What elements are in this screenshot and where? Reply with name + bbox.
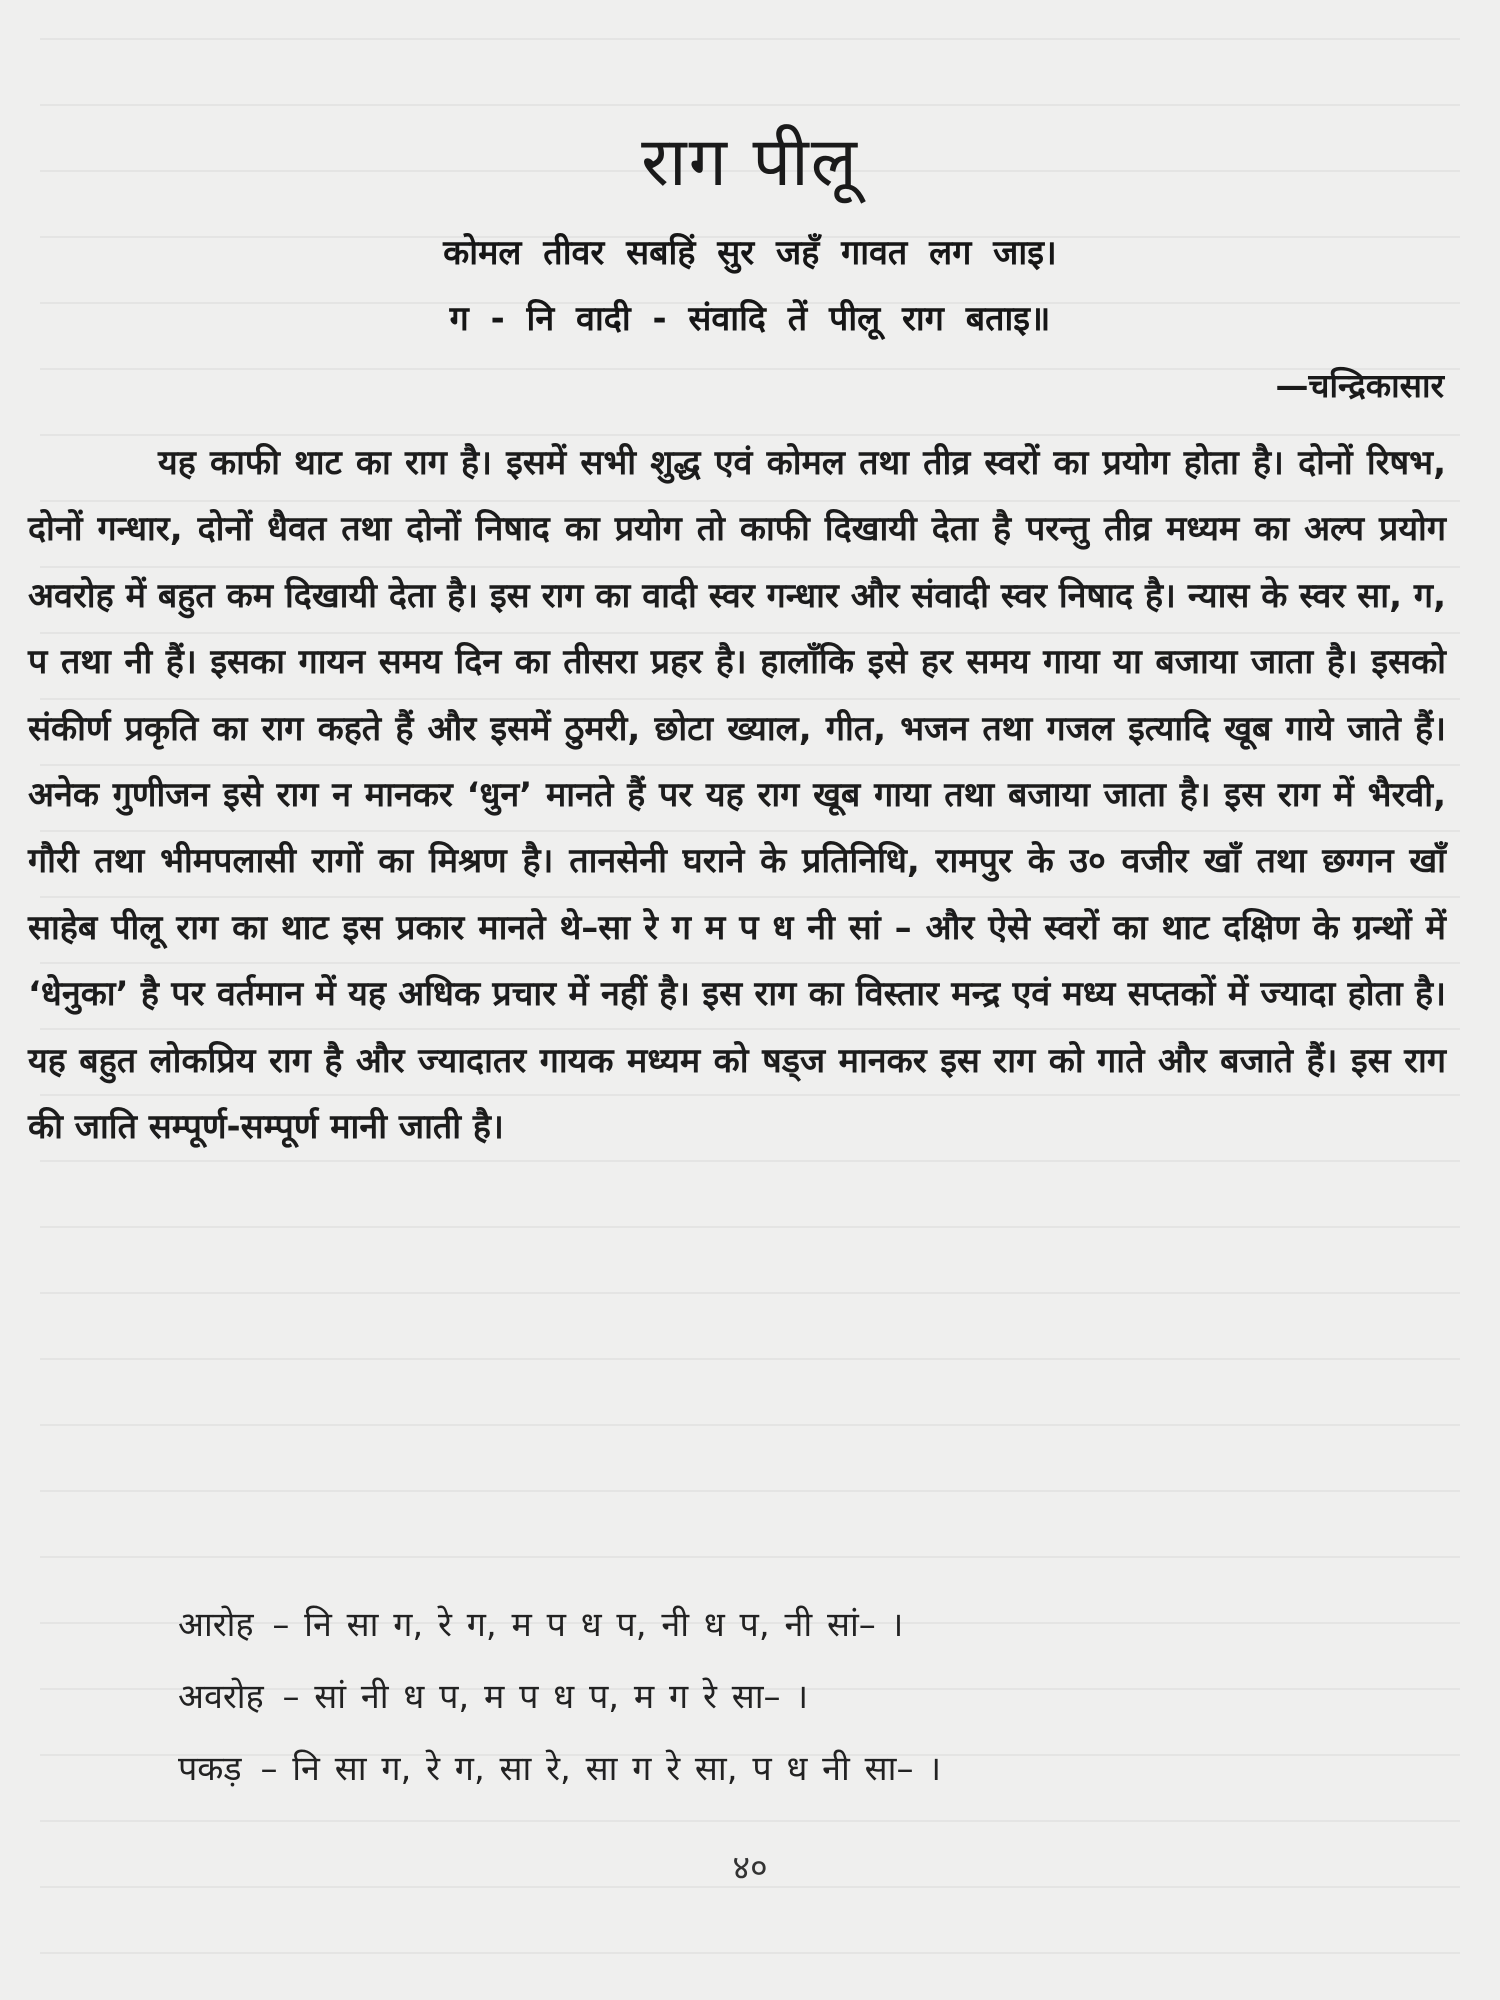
aaroh-notes: – नि सा ग, रे ग, म प ध प, नी ध प, नी सां– ।: [272, 1605, 904, 1645]
pakad-notes: – नि सा ग, रे ग, सा रे, सा ग रे सा, प ध नी सा– ।: [260, 1749, 942, 1789]
couplet-source: —चन्द्रिकासार: [1275, 366, 1444, 405]
avroh-line: [178, 1672, 808, 1718]
avroh-label: अवरोह: [178, 1677, 264, 1717]
page-number: ४०: [732, 1848, 768, 1888]
avroh-notes: – सां नी ध प, म प ध प, म ग रे सा– ।: [282, 1677, 809, 1717]
aaroh-line: [178, 1600, 903, 1646]
couplet-line-2: ग - नि वादी - संवादि तें पीलू राग बताइ॥: [449, 299, 1051, 339]
aaroh-label: आरोह: [178, 1605, 254, 1645]
body-paragraph: यह काफी थाट का राग है। इसमें सभी शुद्ध एवं कोमल तथा तीव्र स्वरों का प्रयोग होता है। दोनों रिषभ, दोनों गन्धार, दोनों धैवत तथा दोनों निषाद का प्रयोग तो काफी दिखायी देता है परन्तु तीव्र मध्यम का अल्प प्रयोग अवरोह में बहुत कम दिखायी देता है। इस राग का वादी स्वर गन्धार और संवादी स्वर निषाद है। न्यास के स्वर सा, ग, प तथा नी हैं। इसका गायन समय दिन का तीसरा प्रहर है। हालाँकि इसे हर समय गाया या बजाया जाता है। इसको संकीर्ण प्रकृति का राग कहते हैं और इसमें ठुमरी, छोटा ख्याल, गीत, भजन तथा गजल इत्यादि खूब गाये जाते हैं। अनेक गुणीजन इसे राग न मानकर ‘धुन’ मानते हैं पर यह राग खूब गाया तथा बजाया जाता है। इस राग में भैरवी, गौरी तथा भीमपलासी रागों का मिश्रण है। तानसेनी घराने के प्रतिनिधि, रामपुर के उ० वजीर खाँ तथा छग्गन खाँ साहेब पीलू राग का थाट इस प्रकार मानते थे–सा रे ग म प ध नी सां – और ऐसे स्वरों का थाट दक्षिण के ग्रन्थों में ‘धेनुका’ है पर वर्तमान में यह अधिक प्रचार में नहीं है। इस राग का विस्तार मन्द्र एवं मध्य सप्तकों में ज्यादा होता है। यह बहुत लोकप्रिय राग है और ज्यादातर गायक मध्यम को षड्ज मानकर इस राग को गाते और बजाते हैं। इस राग की जाति सम्पूर्ण-सम्पूर्ण मानी जाती है।: [28, 443, 1446, 1148]
page-title: राग पीलू: [641, 123, 859, 202]
pakad-label: पकड़: [178, 1749, 242, 1789]
pakad-line: [178, 1744, 941, 1790]
couplet-line-1: कोमल तीवर सबहिं सुर जहँ गावत लग जाइ।: [443, 233, 1057, 273]
